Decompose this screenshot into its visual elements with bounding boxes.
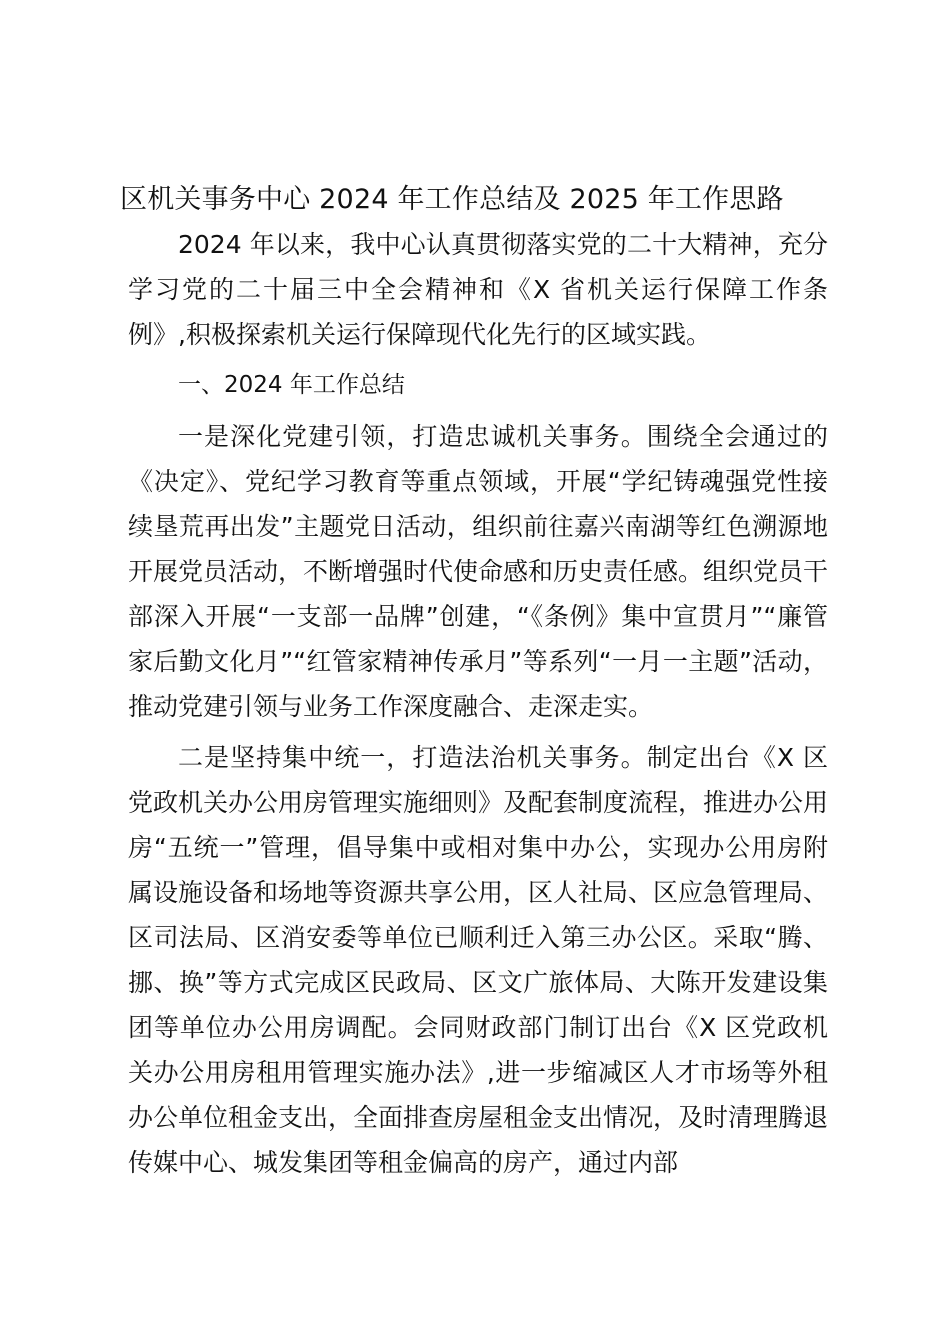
intro-paragraph: 2024 年以来，我中心认真贯彻落实党的二十大精神，充分学习党的二十届三中全会精神和《X 省机关运行保障工作条例》,积极探索机关运行保障现代化先行的区域实践。 (128, 230, 828, 349)
section-heading: 一、2024 年工作总结 (178, 372, 405, 398)
document-title: 区机关事务中心 2024 年工作总结及 2025 年工作思路 (120, 184, 784, 215)
document-body (128, 222, 828, 1185)
paragraph-office-management: 二是坚持集中统一，打造法治机关事务。制定出台《X 区党政机关办公用房管理实施细则》及配套制度流程，推进办公用房“五统一”管理，倡导集中或相对集中办公，实现办公用房附属设施设备和场地等资源共享公用，区人社局、区应急管理局、区司法局、区消安委等单位已顺利迁入第三办公区。采取“腾、挪、换”等方式完成区民政局、区文广旅体局、大陈开发建设集团等单位办公用房调配。会同财政部门制订出台《X 区党政机关办公用房租用管理实施办法》,进一步缩减区人才市场等外租办公单位租金支出，全面排查房屋租金支出情况，及时清理腾退传媒中心、城发集团等租金偏高的房产，通过内部 (128, 743, 829, 1177)
paragraph-party-building: 一是深化党建引领，打造忠诚机关事务。围绕全会通过的《决定》、党纪学习教育等重点领域，开展“学纪铸魂强党性接续垦荒再出发”主题党日活动，组织前往嘉兴南湖等红色溯源地开展党员活动，不断增强时代使命感和历史责任感。组织党员干部深入开展“一支部一品牌”创建，“《条例》集中宣贯月”“廉管家后勤文化月”“红管家精神传承月”等系列“一月一主题”活动，推动党建引领与业务工作深度融合、走深走实。 (128, 422, 829, 721)
